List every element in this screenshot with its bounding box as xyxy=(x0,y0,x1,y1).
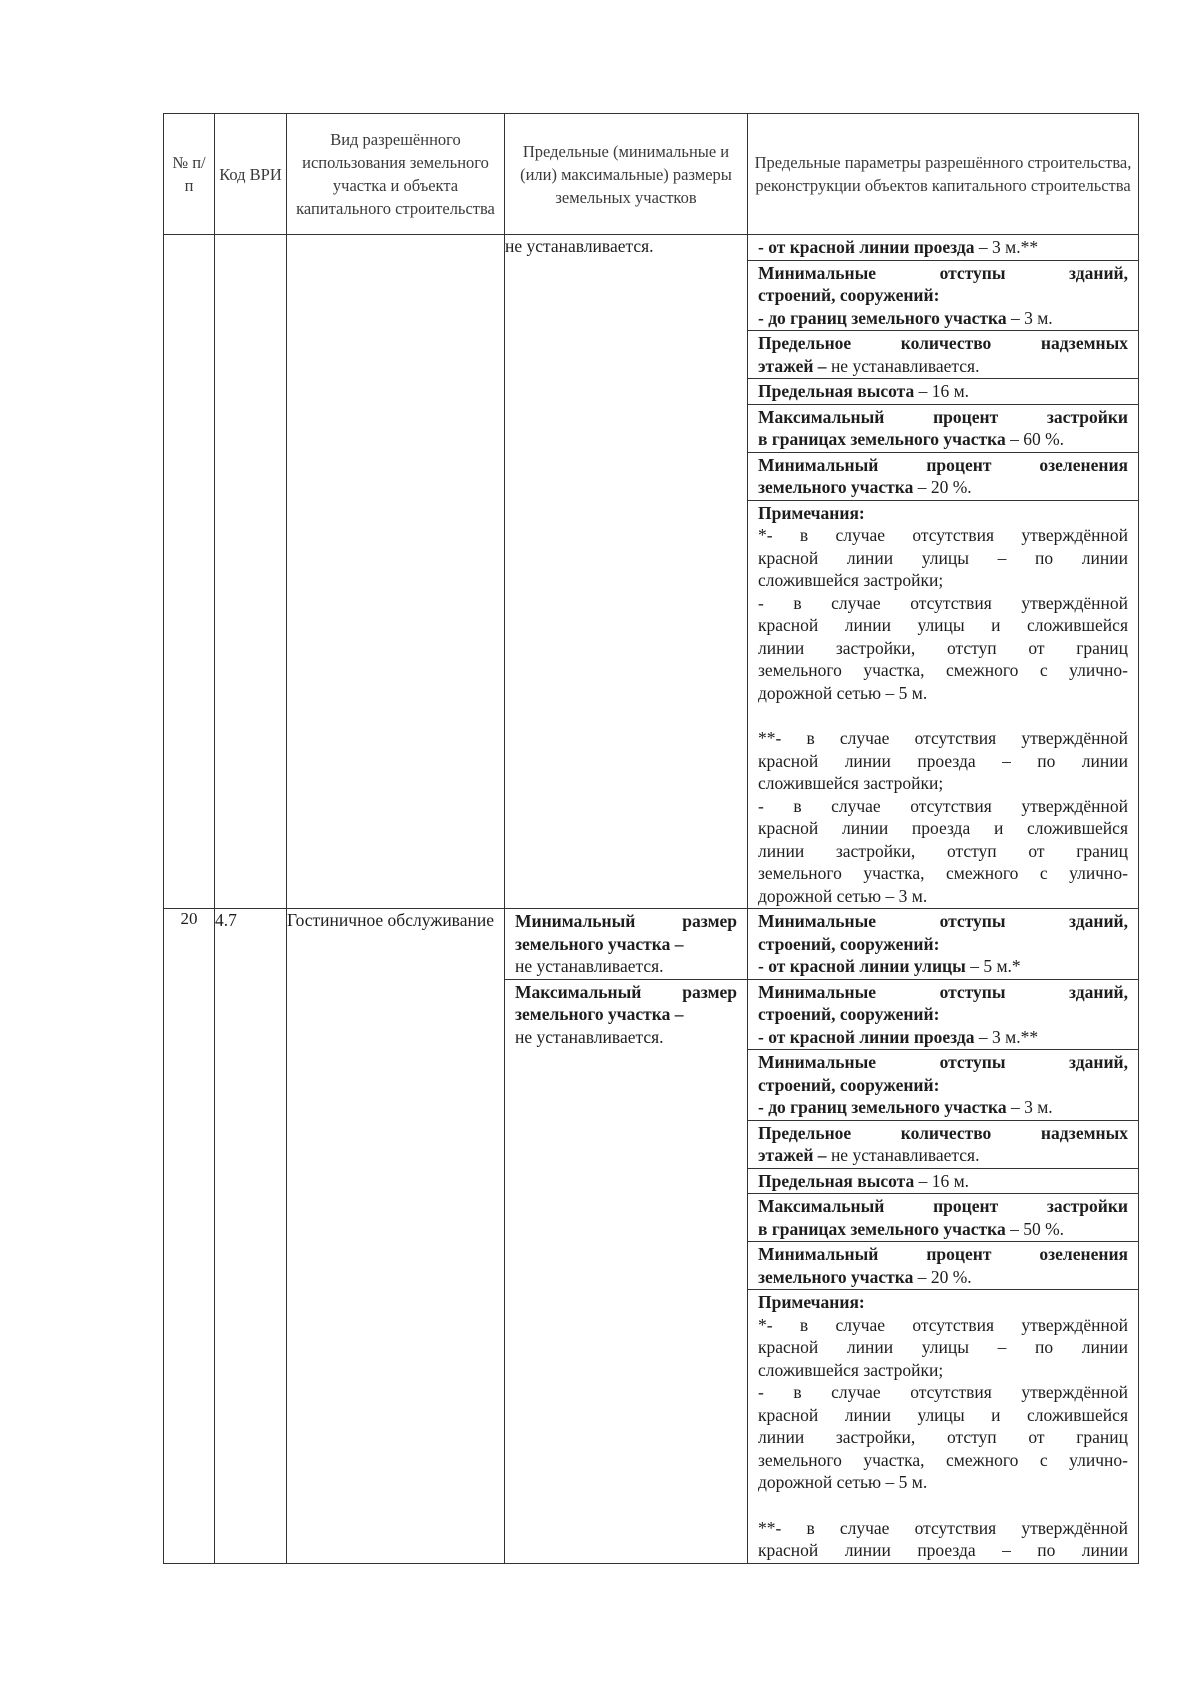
row19-sizes-tail: не устанавливается. xyxy=(505,236,654,256)
row19-sizes-cell xyxy=(505,235,748,909)
row20-param-build-percent: Максимальный процент застройки в границах земельного участка – 50 %. xyxy=(748,1194,1138,1242)
row20-param-setback-boundaries: Минимальные отступы зданий, строений, сооружений: - до границ земельного участка – 3 м. xyxy=(748,1050,1138,1121)
row20-max-size: Максимальный размер земельного участка – не устанавливается. xyxy=(515,981,737,1047)
header-kind: Вид разрешённого использования земельного участка и объекта капитального строительства xyxy=(287,114,505,235)
row20-param-height: Предельная высота – 16 м. xyxy=(748,1169,1138,1195)
row19-notes: Примечания: *- в случае отсутствия утверждённой красной линии улицы – по линии сложившейся застройки; - в случае отсутствия утверждённой красной линии улицы и сложившейся линии застройки, отступ от границ земельного участка, смежного с улично- дорожной сетью – 5 м. **- в случае отсутствия утверждённой красной линии проезда – по линии сложившейся застройки; - в случае отсутствия утверждённой красной линии проезда и сложившейся линии застройки, отступ от границ земельного участка, смежного с улично- дорожной сетью – 3 м. xyxy=(758,502,1128,906)
row19-param-setback-boundaries: Минимальные отступы зданий, строений, сооружений: - до границ земельного участка – 3 м. xyxy=(748,261,1138,332)
row19-params-cell xyxy=(748,235,1139,909)
row20-notes: Примечания: *- в случае отсутствия утверждённой красной линии улицы – по линии сложившейся застройки; - в случае отсутствия утверждённой красной линии улицы и сложившейся линии застройки, отступ от границ земельного участка, смежного с улично- дорожной сетью – 5 м. **- в случае отсутствия утверждённой красной линии проезда – по линии xyxy=(758,1292,1128,1560)
row19-code-cell xyxy=(215,235,287,909)
header-params: Предельные параметры разрешённого строительства, реконструкции объектов капитального строительства xyxy=(748,114,1139,235)
row20-param-green-percent: Минимальный процент озеленения земельного участка – 20 %. xyxy=(748,1242,1138,1290)
table-row xyxy=(164,235,1139,909)
row20-param-setback-street: Минимальные отступы зданий, строений, сооружений: - от красной линии улицы – 5 м.* xyxy=(748,909,1138,980)
row20-param-floors: Предельное количество надземных этажей – не устанавливается. xyxy=(748,1121,1138,1169)
row19-param-green-percent: Минимальный процент озеленения земельного участка – 20 %. xyxy=(748,453,1138,501)
regulations-table xyxy=(163,113,1139,1564)
row20-kind: Гостиничное обслуживание xyxy=(287,909,505,1564)
row20-params-cell xyxy=(748,909,1139,1564)
row20-num: 20 xyxy=(164,909,215,1564)
row19-param-red-line-passage: - от красной линии проезда – 3 м.** xyxy=(748,235,1138,261)
row20-sizes-cell xyxy=(505,909,748,1564)
header-code: Код ВРИ xyxy=(215,114,287,235)
table-row xyxy=(164,909,1139,1564)
row19-param-build-percent: Максимальный процент застройки в границах земельного участка – 60 %. xyxy=(748,405,1138,453)
row20-param-setback-passage: Минимальные отступы зданий, строений, сооружений: - от красной линии проезда – 3 м.** xyxy=(748,980,1138,1051)
row19-param-floors: Предельное количество надземных этажей – не устанавливается. xyxy=(748,331,1138,379)
table-header-row xyxy=(164,114,1139,235)
row19-num-cell xyxy=(164,235,215,909)
header-num: № п/п xyxy=(164,114,215,235)
row19-kind-cell xyxy=(287,235,505,909)
header-sizes: Предельные (минимальные и (или) максимальные) размеры земельных участков xyxy=(505,114,748,235)
row20-code: 4.7 xyxy=(215,909,287,1564)
row20-min-size: Минимальный размер земельного участка – не устанавливается. xyxy=(505,909,747,980)
row19-param-height: Предельная высота – 16 м. xyxy=(748,379,1138,405)
